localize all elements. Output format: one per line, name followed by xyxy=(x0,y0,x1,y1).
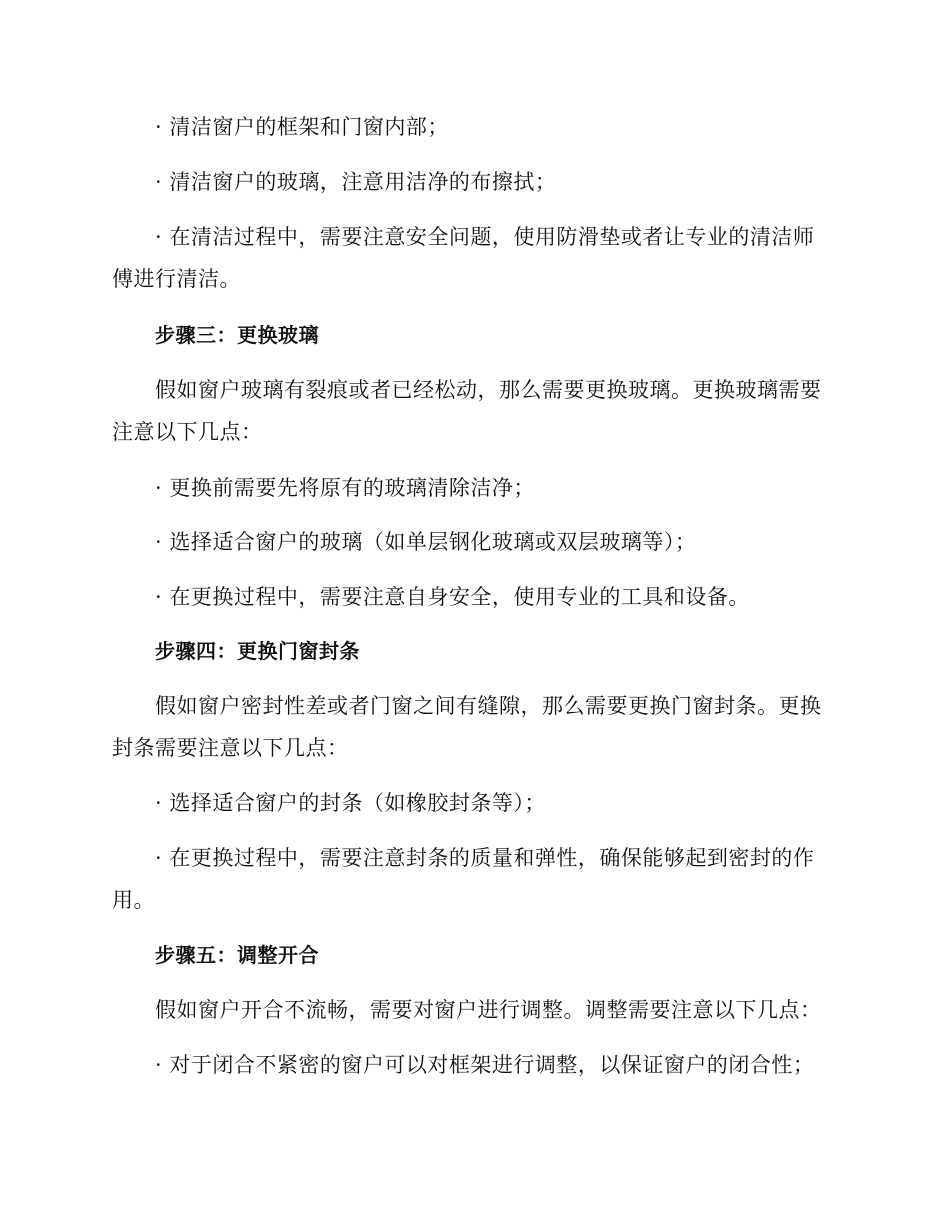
bullet-choose-glass: · 选择适合窗户的玻璃（如单层钢化玻璃或双层玻璃等）； xyxy=(155,530,697,554)
bullet-seal-quality-line-1: · 在更换过程中，需要注意封条的质量和弹性，确保能够起到密封的作 xyxy=(155,846,815,870)
bullet-safety-line-1: · 在清洁过程中，需要注意安全问题，使用防滑垫或者让专业的清洁师 xyxy=(155,225,815,249)
bullet-clean-glass: · 清洁窗户的玻璃，注意用洁净的布擦拭； xyxy=(155,170,557,194)
bullet-adjust-frame: · 对于闭合不紧密的窗户可以对框架进行调整，以保证窗户的闭合性； xyxy=(155,1053,815,1077)
bullet-remove-old-glass: · 更换前需要先将原有的玻璃清除洁净； xyxy=(155,476,535,500)
section-heading-step-4: 步骤四：更换门窗封条 xyxy=(155,639,360,663)
bullet-seal-quality-line-2: 用。 xyxy=(112,888,155,912)
bullet-choose-seal: · 选择适合窗户的封条（如橡胶封条等）； xyxy=(155,791,546,815)
paragraph-replace-glass-line-2: 注意以下几点： xyxy=(112,420,263,444)
paragraph-replace-glass-line-1: 假如窗户玻璃有裂痕或者已经松动，那么需要更换玻璃。更换玻璃需要 xyxy=(155,378,822,402)
paragraph-seal-line-2: 封条需要注意以下几点： xyxy=(112,736,349,760)
section-heading-step-5: 步骤五：调整开合 xyxy=(155,943,319,967)
bullet-clean-frame: · 清洁窗户的框架和门窗内部； xyxy=(155,115,449,139)
bullet-replace-safety: · 在更换过程中，需要注意自身安全，使用专业的工具和设备。 xyxy=(155,585,750,609)
section-heading-step-3: 步骤三：更换玻璃 xyxy=(155,323,319,347)
bullet-safety-line-2: 傅进行清洁。 xyxy=(112,267,241,291)
paragraph-adjust: 假如窗户开合不流畅，需要对窗户进行调整。调整需要注意以下几点： xyxy=(155,998,822,1022)
paragraph-seal-line-1: 假如窗户密封性差或者门窗之间有缝隙，那么需要更换门窗封条。更换 xyxy=(155,694,822,718)
